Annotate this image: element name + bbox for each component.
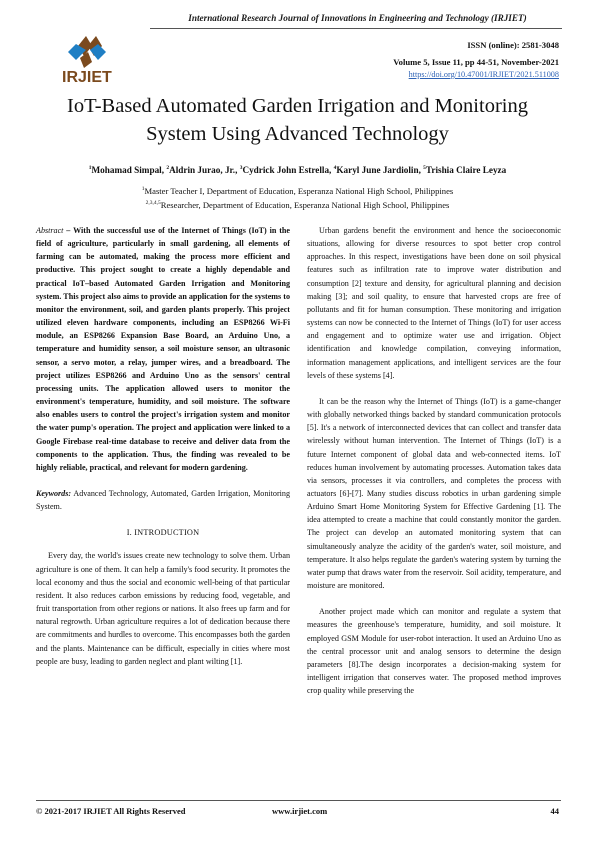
author-1-number: 1 [88,164,92,171]
title-line-2: System Using Advanced Technology [146,123,449,145]
author-5: Trishia Claire Leyza [425,165,507,175]
header-rule [150,28,562,29]
logo-cross-mark [68,36,106,68]
affiliation-1-number: 1 [141,186,145,193]
affiliation-2-number: 2,3,4,5 [145,200,161,207]
affiliation-2-text: Researcher, Department of Education, Esperanza National High School, Philippines [160,200,450,210]
right-paragraph-3: Another project made which can monitor and regulate a system that measures the greenhouse's temperature, humidity, and soil moisture. It employed GSM Module for user-robot interaction. It used an Arduino Uno as the central processor unit and analog sensors to determine the design parameters [8].The design incorporates a decision-making system for intelligent irrigation that conserves water. The proposed method improves crop quality while preserving the [307,607,561,696]
right-paragraph-2: It can be the reason why the Internet of Things (IoT) is a game-changer with globally networked things backed by standard communication protocols [5]. It's a network of interconnected devices that can collect and transfer data wirelessly without human intervention. The Internet of Things (IoT) is a future Internet component of global data and web-connected items. IoT reduces human involvement by automating processes. Automation takes data via sensors, processes it via controllers, and completes the process with actuators [6]-[7]. Many studies discuss robotics in urban gardening simple Arduino Smart Home Monitoring System for Effective Gardening [1]. The idea attempted to create a machine that could constantly monitor the garden. The project can develop an automated monitoring system that can simultaneously analyze the acidity of the garden's water, soil moisture, and temperature. It also helps regulate the garden's watering system by turning the water pump that draws water from the reservoir. Soil acidity, temperature, and moisture are monitored. [307,396,561,591]
abstract [36,224,290,474]
affiliation-1 [20,186,575,196]
author-4-number: 4 [333,164,337,171]
section-heading-introduction: I. INTRODUCTION [126,528,200,538]
abstract-text: – With the successful use of the Internet of Things (IoT) in the field of agriculture, particularly in small gardening, all elements of farming can be automated, making the process more efficient and productive. This project sought to create a highly dependable and practical IoT–based Automated Garden Irrigation and Monitoring system. This project also aims to provide an application for the systems to monitor the environment, soil, and garden plants properly. This project utilized eleven hardware components, including an ESP8266 Wi-Fi module, an ESP8266 Expansion Base Board, an Arduino Uno, a temperature and humidity sensor, a soil moisture sensor, an ultrasonic sensor, a servo motor, a relay, jumper wires, and a breadboard. The project utilizes ESP8266 and Arduino Uno as the sensors' central processing units. The application allowed users to monitor the environment's temperature, humidity, and soil moisture. The software also enables users to control the project's irrigation system and monitor the water pump's operation. The project and application were linked to a Google Firebase real-time database to receive and deliver data from the components to the application. Thus, the finding was revealed to be highly reliable, practical, and relevant for modern gardening. [36,226,290,472]
author-1: Mohamad Simpal, [91,165,167,175]
left-column [36,224,290,668]
author-4: Karyl June Jardiolin, [336,165,424,175]
paper-title [20,92,575,148]
doi-link[interactable]: https://doi.org/10.47001/IRJIET/2021.511008 [408,70,559,79]
footer-website[interactable]: www.irjiet.com [272,806,328,816]
affiliation-1-text: Master Teacher I, Department of Education, Esperanza National High School, Philippines [144,186,454,196]
intro-paragraph-1: Every day, the world's issues create new technology to solve them. Urban agriculture is one of them. It can help a family's food security. It promotes the local economy and thus the social and economic well-being of that particular resident. It also reduces carbon emissions by reducing food, vegetable, and fruit transportation from other regions or nations. It also frees up farm and for natural regrowth. Urban agriculture requires a lot of dedication because there are commitments and hurdles to overcome. This encompasses both the garden and the plants. Maintenance can be difficult, especially in cities where most people are busy, leading to garden neglect and plant wilting [1]. [36,551,290,666]
author-list [20,165,575,175]
keywords-label: Keywords: [36,488,72,498]
author-2: Aldrin Jurao, Jr., [169,165,240,175]
abstract-label: Abstract [36,226,64,235]
journal-title: International Research Journal of Innovations in Engineering and Technology (IRJIET) [188,13,527,23]
keywords [36,487,290,513]
affiliation-2 [20,200,575,210]
author-3-number: 3 [239,164,243,171]
author-2-number: 2 [166,164,170,171]
title-line-1: IoT-Based Automated Garden Irrigation and Monitoring [67,95,528,117]
footer-copyright: © 2021-2017 IRJIET All Rights Reserved [36,806,186,816]
right-column [307,224,561,697]
footer-rule [36,800,561,801]
issn: ISSN (online): 2581-3048 [467,40,559,50]
page-number: 44 [550,806,559,816]
author-3: Cydrick John Estrella, [242,165,334,175]
volume-info: Volume 5, Issue 11, pp 44-51, November-2021 [393,57,559,67]
keywords-text: Advanced Technology, Automated, Garden Irrigation, Monitoring System. [36,488,290,512]
right-paragraph-1: Urban gardens benefit the environment and hence the socioeconomic situations, allowing for diverse resources to spot better crop control approaches. In this respect, investigations have been done on soil physical features such as infiltration rate to improve water distribution and consumption [2] texture and density, for agricultural planning and decision making [3]; and soil quality, to ensure that harvested crops are free of pollutants and fit for human consumption. These monitoring and irrigation systems can now be connected to the Internet of Things (IoT) for user access and engagement and to optimize water use and irrigation. Object identification and knowledge compilation, conveying information, information management applications, and intelligent services are the four levels of these systems [4]. [307,226,561,380]
logo-text: IRJIET [62,69,112,86]
irjiet-logo [56,30,152,86]
author-5-number: 5 [423,164,426,171]
